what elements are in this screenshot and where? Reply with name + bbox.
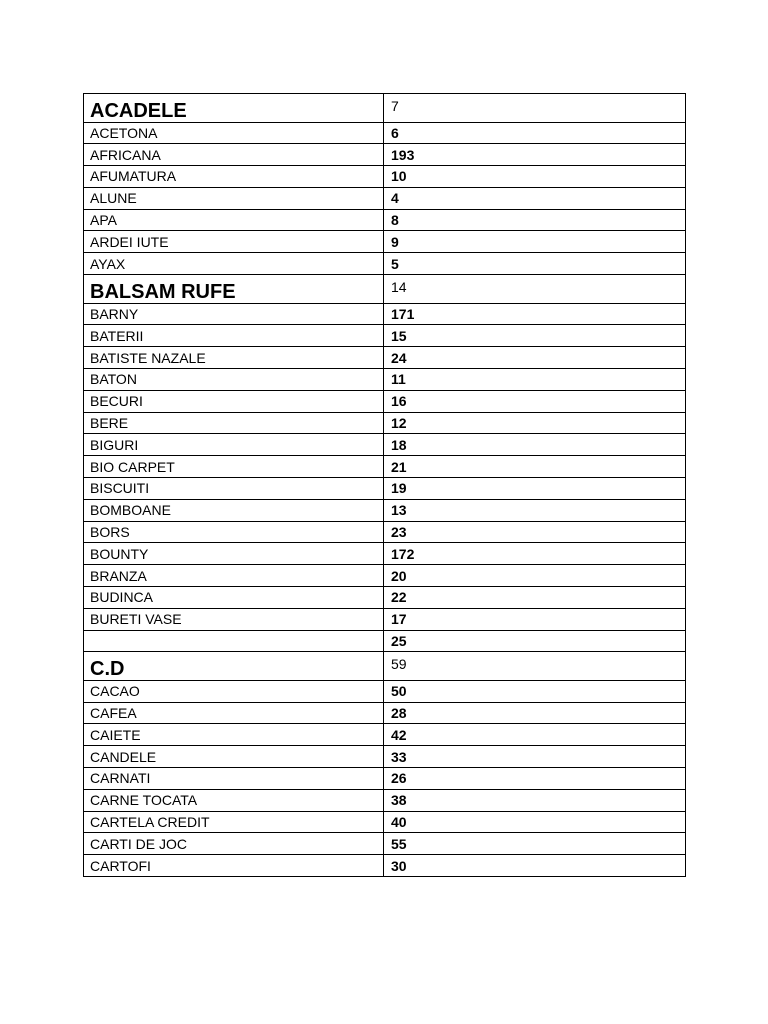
table-row bbox=[84, 434, 686, 456]
item-number-cell: 5 bbox=[384, 253, 686, 275]
item-number-cell: 9 bbox=[384, 231, 686, 253]
item-number-cell: 42 bbox=[384, 724, 686, 746]
table-row bbox=[84, 166, 686, 188]
item-name-cell: CARNATI bbox=[84, 768, 384, 790]
item-name-cell: ALUNE bbox=[84, 187, 384, 209]
item-number-cell: 12 bbox=[384, 412, 686, 434]
table-row bbox=[84, 347, 686, 369]
item-number-cell: 6 bbox=[384, 122, 686, 144]
table-row bbox=[84, 368, 686, 390]
table-row bbox=[84, 412, 686, 434]
item-number-cell: 22 bbox=[384, 586, 686, 608]
table-row bbox=[84, 456, 686, 478]
table-row bbox=[84, 833, 686, 855]
item-name-cell: BERE bbox=[84, 412, 384, 434]
item-number-cell: 193 bbox=[384, 144, 686, 166]
table-row bbox=[84, 811, 686, 833]
table-row bbox=[84, 768, 686, 790]
table-row bbox=[84, 477, 686, 499]
item-name-cell: CARTOFI bbox=[84, 855, 384, 877]
item-number-cell: 23 bbox=[384, 521, 686, 543]
item-number-cell: 11 bbox=[384, 368, 686, 390]
item-name-cell: ACADELE bbox=[84, 94, 384, 123]
item-number-cell: 20 bbox=[384, 565, 686, 587]
item-name-cell: BARNY bbox=[84, 303, 384, 325]
item-name-cell: ACETONA bbox=[84, 122, 384, 144]
item-number-cell: 16 bbox=[384, 390, 686, 412]
table-row bbox=[84, 253, 686, 275]
item-number-cell: 15 bbox=[384, 325, 686, 347]
item-name-cell: CACAO bbox=[84, 680, 384, 702]
item-number-cell: 59 bbox=[384, 652, 686, 681]
item-name-cell: BURETI VASE bbox=[84, 608, 384, 630]
table-row bbox=[84, 144, 686, 166]
item-number-cell: 28 bbox=[384, 702, 686, 724]
item-name-cell: AFRICANA bbox=[84, 144, 384, 166]
item-number-cell: 50 bbox=[384, 680, 686, 702]
item-number-cell: 40 bbox=[384, 811, 686, 833]
product-code-table bbox=[83, 93, 686, 877]
item-number-cell: 25 bbox=[384, 630, 686, 652]
item-name-cell: AFUMATURA bbox=[84, 166, 384, 188]
item-name-cell: ARDEI IUTE bbox=[84, 231, 384, 253]
item-name-cell: BUDINCA bbox=[84, 586, 384, 608]
item-name-cell: BISCUITI bbox=[84, 477, 384, 499]
item-number-cell: 10 bbox=[384, 166, 686, 188]
table-row bbox=[84, 746, 686, 768]
item-name-cell: BATON bbox=[84, 368, 384, 390]
item-name-cell: BRANZA bbox=[84, 565, 384, 587]
table-row bbox=[84, 187, 686, 209]
table-row-heading bbox=[84, 94, 686, 123]
table-row bbox=[84, 122, 686, 144]
item-number-cell: 13 bbox=[384, 499, 686, 521]
item-name-cell: BATERII bbox=[84, 325, 384, 347]
table-row-heading bbox=[84, 652, 686, 681]
table-row bbox=[84, 543, 686, 565]
item-number-cell: 38 bbox=[384, 789, 686, 811]
item-number-cell: 8 bbox=[384, 209, 686, 231]
item-number-cell: 172 bbox=[384, 543, 686, 565]
table-row bbox=[84, 209, 686, 231]
table-row bbox=[84, 855, 686, 877]
item-number-cell: 55 bbox=[384, 833, 686, 855]
item-name-cell: BORS bbox=[84, 521, 384, 543]
table-row bbox=[84, 499, 686, 521]
item-name-cell: C.D bbox=[84, 652, 384, 681]
table-row bbox=[84, 724, 686, 746]
item-number-cell: 24 bbox=[384, 347, 686, 369]
table-row bbox=[84, 789, 686, 811]
item-number-cell: 17 bbox=[384, 608, 686, 630]
item-name-cell: AYAX bbox=[84, 253, 384, 275]
item-name-cell: BECURI bbox=[84, 390, 384, 412]
item-number-cell: 7 bbox=[384, 94, 686, 123]
item-name-cell: CARNE TOCATA bbox=[84, 789, 384, 811]
item-name-cell: CARTI DE JOC bbox=[84, 833, 384, 855]
item-name-cell: CARTELA CREDIT bbox=[84, 811, 384, 833]
table-row bbox=[84, 521, 686, 543]
table-row bbox=[84, 565, 686, 587]
item-number-cell: 171 bbox=[384, 303, 686, 325]
table-row bbox=[84, 586, 686, 608]
item-name-cell: APA bbox=[84, 209, 384, 231]
table-row-heading bbox=[84, 275, 686, 304]
item-name-cell: BIO CARPET bbox=[84, 456, 384, 478]
table-row bbox=[84, 231, 686, 253]
table-row bbox=[84, 702, 686, 724]
table-body bbox=[84, 94, 686, 877]
item-number-cell: 19 bbox=[384, 477, 686, 499]
item-name-cell: CAIETE bbox=[84, 724, 384, 746]
item-number-cell: 30 bbox=[384, 855, 686, 877]
table-row bbox=[84, 390, 686, 412]
item-number-cell: 18 bbox=[384, 434, 686, 456]
table-row bbox=[84, 608, 686, 630]
item-number-cell: 26 bbox=[384, 768, 686, 790]
item-name-cell: CAFEA bbox=[84, 702, 384, 724]
item-name-cell: BALSAM RUFE bbox=[84, 275, 384, 304]
item-number-cell: 4 bbox=[384, 187, 686, 209]
item-name-cell: BOMBOANE bbox=[84, 499, 384, 521]
item-name-cell: CANDELE bbox=[84, 746, 384, 768]
table-row bbox=[84, 325, 686, 347]
table-row bbox=[84, 303, 686, 325]
item-name-cell: BOUNTY bbox=[84, 543, 384, 565]
item-number-cell: 33 bbox=[384, 746, 686, 768]
item-name-cell: BIGURI bbox=[84, 434, 384, 456]
item-number-cell: 21 bbox=[384, 456, 686, 478]
table-row bbox=[84, 630, 686, 652]
item-name-cell: BATISTE NAZALE bbox=[84, 347, 384, 369]
table-row bbox=[84, 680, 686, 702]
item-name-cell bbox=[84, 630, 384, 652]
item-number-cell: 14 bbox=[384, 275, 686, 304]
